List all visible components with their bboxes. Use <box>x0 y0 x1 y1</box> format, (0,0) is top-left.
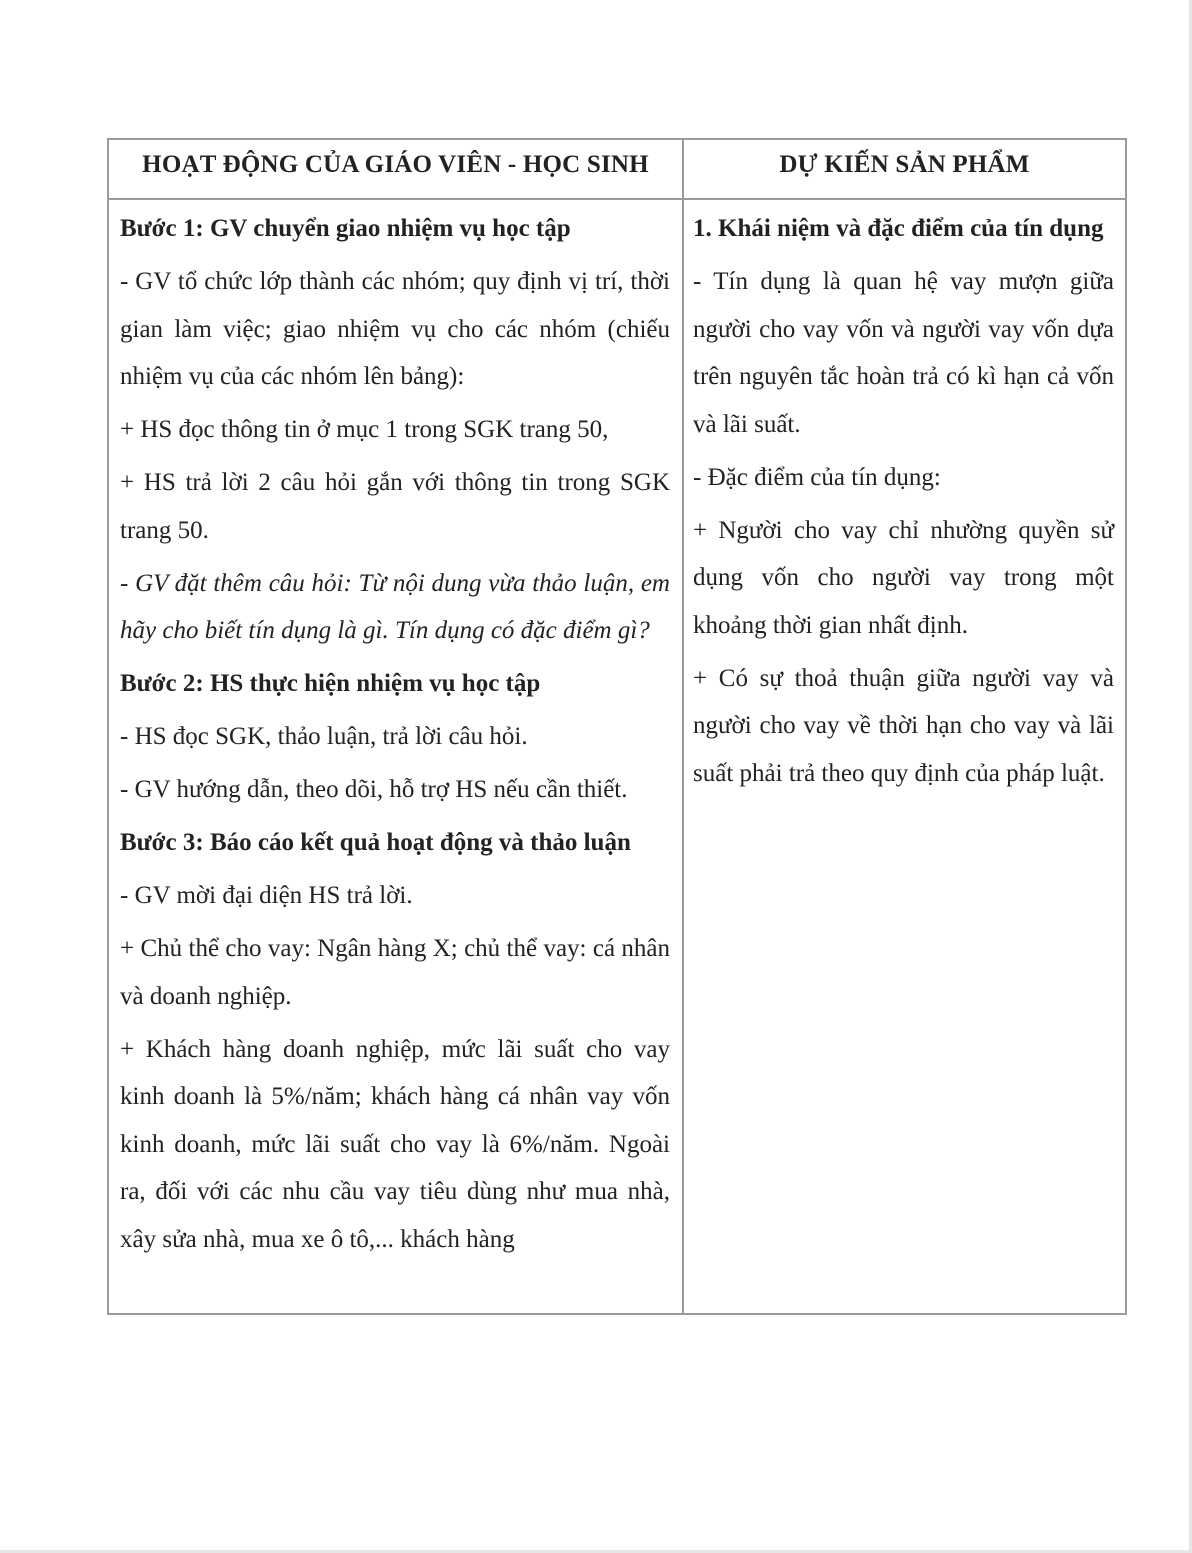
table-header-row <box>108 139 1126 199</box>
paragraph: + Có sự thoả thuận giữa người vay và người cho vay về thời hạn cho vay và lãi suất phải trả theo quy định của pháp luật. <box>693 664 1114 787</box>
section-heading: 1. Khái niệm và đặc điểm của tín dụng <box>693 215 1104 242</box>
paragraph: - GV hướng dẫn, theo dõi, hỗ trợ HS nếu cần thiết. <box>120 776 628 803</box>
activities-cell <box>108 199 683 1314</box>
table-body-row <box>108 199 1126 1314</box>
paragraph: - HS đọc SGK, thảo luận, trả lời câu hỏi. <box>120 723 528 750</box>
step-2-heading: Bước 2: HS thực hiện nhiệm vụ học tập <box>120 670 541 697</box>
teacher-question: - GV đặt thêm câu hỏi: Từ nội dung vừa thảo luận, em hãy cho biết tín dụng là gì. Tín dụng có đặc điểm gì? <box>120 569 670 644</box>
paragraph: - GV mời đại diện HS trả lời. <box>120 882 413 909</box>
paragraph: + Khách hàng doanh nghiệp, mức lãi suất cho vay kinh doanh là 5%/năm; khách hàng cá nhân vay vốn kinh doanh, mức lãi suất cho vay là 6%/năm. Ngoài ra, đối với các nhu cầu vay tiêu dùng như mua nhà, xây sửa nhà, mua xe ô tô,... khách hàng <box>120 1035 670 1253</box>
paragraph: + Chủ thể cho vay: Ngân hàng X; chủ thể vay: cá nhân và doanh nghiệp. <box>120 935 670 1010</box>
paragraph: + HS đọc thông tin ở mục 1 trong SGK trang 50, <box>120 416 609 443</box>
header-left-label: HOẠT ĐỘNG CỦA GIÁO VIÊN - HỌC SINH <box>142 151 649 178</box>
header-expected-product <box>683 139 1126 199</box>
step-1-heading: Bước 1: GV chuyển giao nhiệm vụ học tập <box>120 215 571 242</box>
lesson-plan-table <box>107 138 1127 1315</box>
header-teacher-student-activities <box>108 139 683 199</box>
paragraph: - GV tổ chức lớp thành các nhóm; quy định vị trí, thời gian làm việc; giao nhiệm vụ cho các nhóm (chiếu nhiệm vụ của các nhóm lên bảng): <box>120 268 670 390</box>
paragraph: - Đặc điểm của tín dụng: <box>693 463 941 491</box>
paragraph: + HS trả lời 2 câu hỏi gắn với thông tin trong SGK trang 50. <box>120 469 670 544</box>
step-3-heading: Bước 3: Báo cáo kết quả hoạt động và thảo luận <box>120 829 631 856</box>
header-right-label: DỰ KIẾN SẢN PHẨM <box>779 151 1030 178</box>
expected-product-cell <box>683 199 1126 1314</box>
paragraph: + Người cho vay chỉ nhường quyền sử dụng vốn cho người vay trong một khoảng thời gian nhất định. <box>693 516 1114 639</box>
paragraph: - Tín dụng là quan hệ vay mượn giữa người cho vay vốn và người vay vốn dựa trên nguyên tắc hoàn trả có kì hạn cả vốn và lãi suất. <box>693 268 1114 438</box>
